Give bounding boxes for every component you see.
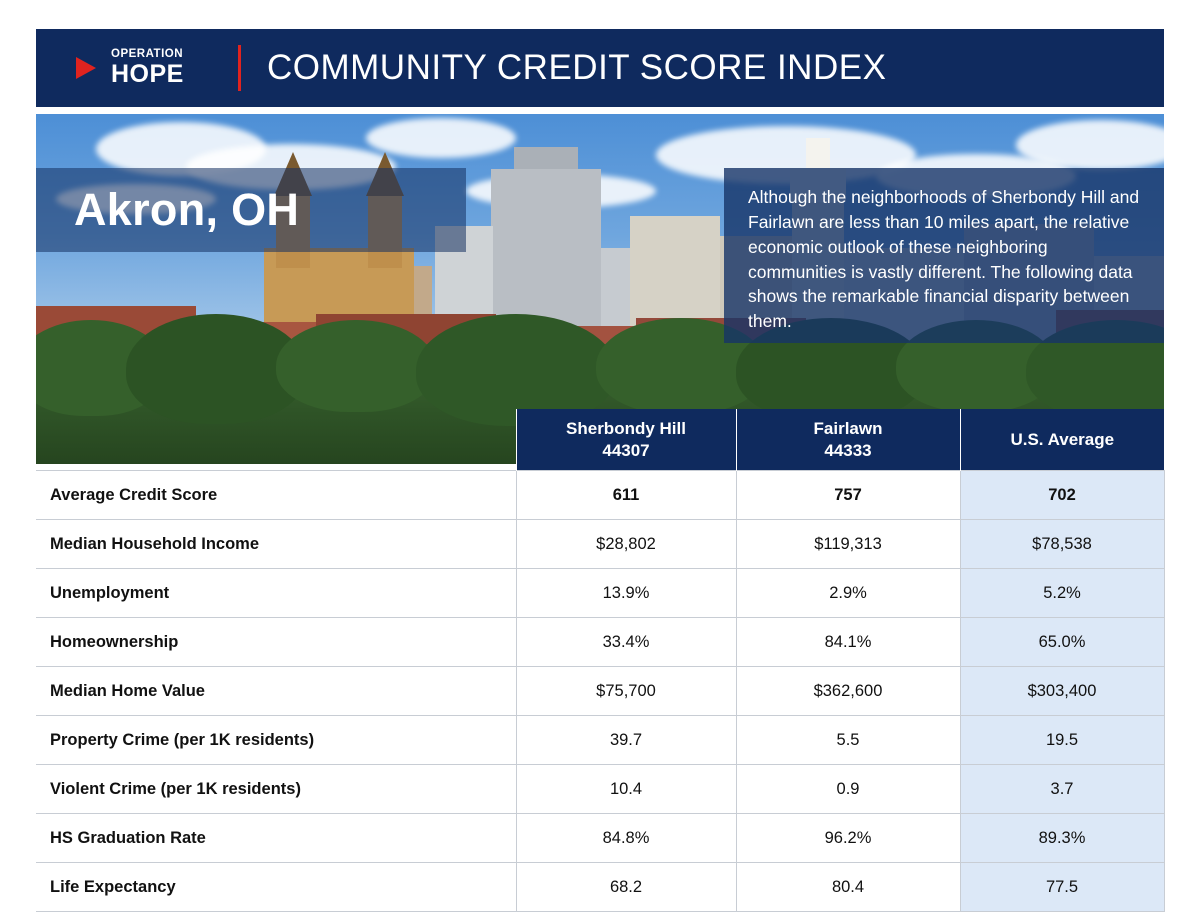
cell-sherbondy: 33.4% — [516, 618, 736, 667]
column-header-sherbondy-hill — [516, 409, 736, 471]
cell-fairlawn: 2.9% — [736, 569, 960, 618]
table-body — [36, 471, 1164, 912]
cell-us-average: 65.0% — [960, 618, 1164, 667]
logo-line-2: HOPE — [111, 59, 184, 88]
cell-sherbondy: $28,802 — [516, 520, 736, 569]
column-header-metric — [36, 409, 516, 471]
cell-us-average: 77.5 — [960, 863, 1164, 912]
cell-us-average: 3.7 — [960, 765, 1164, 814]
metrics-table-container — [36, 409, 1164, 912]
cell-fairlawn: 84.1% — [736, 618, 960, 667]
table-row — [36, 765, 1164, 814]
cell-sherbondy: 611 — [516, 471, 736, 520]
cell-us-average: 5.2% — [960, 569, 1164, 618]
column-header-us-average-name: U.S. Average — [1010, 429, 1115, 449]
cell-sherbondy: $75,700 — [516, 667, 736, 716]
cell-fairlawn: 757 — [736, 471, 960, 520]
logo-line-1: OPERATION — [111, 48, 184, 61]
row-label: Homeownership — [36, 618, 516, 667]
row-label: Property Crime (per 1K residents) — [36, 716, 516, 765]
table-row — [36, 716, 1164, 765]
page-title: COMMUNITY CREDIT SCORE INDEX — [267, 48, 887, 87]
header-divider — [238, 45, 241, 91]
column-header-sherbondy-hill-zip: 44307 — [602, 440, 650, 460]
row-label: Median Home Value — [36, 667, 516, 716]
callout-box — [724, 168, 1164, 343]
cell-us-average: $303,400 — [960, 667, 1164, 716]
cell-fairlawn: 0.9 — [736, 765, 960, 814]
table-row — [36, 863, 1164, 912]
cell-sherbondy: 10.4 — [516, 765, 736, 814]
cell-us-average: $78,538 — [960, 520, 1164, 569]
column-header-fairlawn-name: Fairlawn — [813, 419, 883, 439]
cell-sherbondy: 13.9% — [516, 569, 736, 618]
cell-sherbondy: 39.7 — [516, 716, 736, 765]
header-bar — [36, 29, 1164, 107]
row-label: Life Expectancy — [36, 863, 516, 912]
row-label: Violent Crime (per 1K residents) — [36, 765, 516, 814]
logo-wordmark — [111, 49, 184, 87]
table-row — [36, 667, 1164, 716]
cell-fairlawn: $362,600 — [736, 667, 960, 716]
cell-us-average: 702 — [960, 471, 1164, 520]
column-header-fairlawn — [736, 409, 960, 471]
play-triangle-icon — [74, 53, 104, 83]
cell-fairlawn: $119,313 — [736, 520, 960, 569]
operation-hope-logo — [74, 49, 224, 87]
table-row — [36, 520, 1164, 569]
cell-sherbondy: 68.2 — [516, 863, 736, 912]
cell-fairlawn: 96.2% — [736, 814, 960, 863]
column-header-sherbondy-hill-name: Sherbondy Hill — [566, 419, 686, 439]
row-label: Average Credit Score — [36, 471, 516, 520]
row-label: HS Graduation Rate — [36, 814, 516, 863]
table-header-row — [36, 409, 1164, 471]
row-label: Median Household Income — [36, 520, 516, 569]
cell-us-average: 19.5 — [960, 716, 1164, 765]
city-name-banner — [36, 168, 466, 252]
city-name-text: Akron, OH — [74, 184, 300, 235]
cell-sherbondy: 84.8% — [516, 814, 736, 863]
table-row — [36, 618, 1164, 667]
row-label: Unemployment — [36, 569, 516, 618]
table-header — [36, 409, 1164, 471]
column-header-fairlawn-zip: 44333 — [824, 440, 872, 460]
table-row — [36, 814, 1164, 863]
table-row — [36, 471, 1164, 520]
cell-fairlawn: 80.4 — [736, 863, 960, 912]
table-row — [36, 569, 1164, 618]
cell-fairlawn: 5.5 — [736, 716, 960, 765]
metrics-table — [36, 409, 1165, 912]
column-header-us-average — [960, 409, 1164, 471]
cell-us-average: 89.3% — [960, 814, 1164, 863]
callout-text: Although the neighborhoods of Sherbondy Hill and Fairlawn are less than 10 miles apart, the relative economic outlook of these neighboring communities is vastly different. The following data shows the remarkable financial disparity between them. — [748, 187, 1140, 332]
